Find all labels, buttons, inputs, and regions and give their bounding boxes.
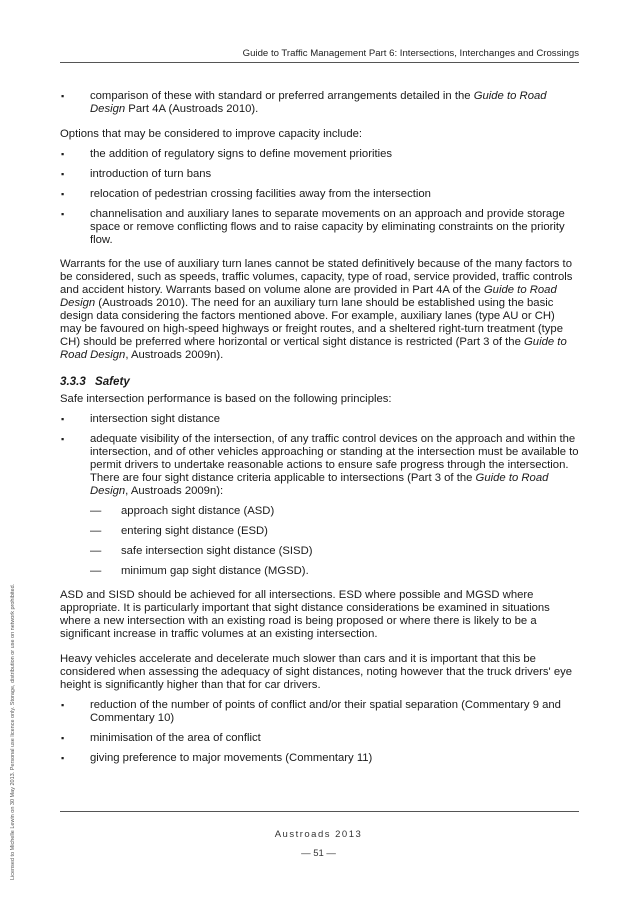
bullet-item: ▪ minimisation of the area of conflict [61, 732, 261, 744]
bullet-marker: ▪ [61, 700, 65, 710]
bullet-item: ▪ adequate visibility of the intersection, of any traffic control devices on the approach and within the intersection, and of other vehicles approaching or standing at the intersection must be available to permit drivers to undertake reasonable actions to ensure safe progress through the intersection. There are four sight distance criteria applicable to intersections (Part 3 of the Guide to Road Design, Austroads 2009n): [61, 433, 579, 497]
dash-item: — safe intersection sight distance (SISD) [90, 545, 313, 557]
section-title: Safety [95, 375, 130, 388]
doc-title-ref: Guide to Road Design [60, 336, 567, 361]
doc-title-ref: Guide to Road Design [90, 90, 547, 115]
header-title: Guide to Traffic Management Part 6: Intersections, Interchanges and Crossings [242, 48, 579, 59]
page-body [60, 90, 579, 772]
dash-item: — entering sight distance (ESD) [90, 525, 268, 537]
dash-marker: — [90, 545, 102, 557]
paragraph-sight-distance: ASD and SISD should be achieved for all intersections. ESD where possible and MGSD where appropriate. It is particularly important that sight distance considerations be examined in situations where a new intersection with an existing road is being proposed or where there is likely to be a significant increase in traffic volumes at an existing intersection. [60, 589, 550, 640]
footer-brand: Austroads 2013 [274, 829, 363, 840]
running-header [60, 48, 579, 63]
bullet-marker: ▪ [61, 209, 65, 219]
dash-marker: — [90, 565, 102, 577]
paragraph-heavy-vehicles: Heavy vehicles accelerate and decelerate much slower than cars and it is important that this be considered when assessing the adequacy of sight distances, noting however that the truck drivers' eye height is significantly higher than that for car drivers. [60, 653, 573, 691]
dash-marker: — [90, 505, 102, 517]
bullet-item: ▪ intersection sight distance [61, 413, 220, 425]
paragraph-warrants: Warrants for the use of auxiliary turn lanes cannot be stated definitively because of the many factors to be considered, such as speeds, traffic volumes, capacity, type of road, service provided, traffic controls and accident history. Warrants based on volume alone are provided in Part 4A of the Guide to Road Design (Austroads 2010). The need for an auxiliary turn lane should be established using the basic design data considering the factors mentioned above. For example, auxiliary lanes (type AU or CH) may be favoured on high-speed highways or freight routes, and a sheltered right-turn treatment (type CH) should be preferred where horizontal or vertical sight distance is restricted (Part 3 of the Guide to Road Design, Austroads 2009n). [60, 258, 573, 361]
dash-item: — approach sight distance (ASD) [90, 505, 275, 517]
bullet-item: ▪ the addition of regulatory signs to define movement priorities [61, 148, 393, 160]
bullet-item: ▪ reduction of the number of points of conflict and/or their spatial separation (Commentary 9 and Commentary 10) [61, 699, 561, 724]
bullet-marker: ▪ [61, 434, 65, 444]
footer-divider [60, 811, 579, 812]
bullet-item: ▪ channelisation and auxiliary lanes to separate movements on an approach and provide storage space or remove conflicting flows and to raise capacity by eliminating constraints on the priority flow. [61, 208, 565, 246]
bullet-marker: ▪ [61, 753, 65, 763]
section-heading [60, 375, 579, 388]
doc-title-ref: Guide to Road Design [90, 472, 549, 497]
bullet-item: ▪ introduction of turn bans [61, 168, 212, 180]
dash-marker: — [90, 525, 102, 537]
bullet-marker: ▪ [61, 91, 65, 101]
bullet-item: ▪ giving preference to major movements (Commentary 11) [61, 752, 373, 764]
page-number: — 51 — [301, 848, 336, 859]
dash-item: — minimum gap sight distance (MGSD). [90, 565, 309, 577]
bullet-item: ▪ relocation of pedestrian crossing facilities away from the intersection [61, 188, 431, 200]
paragraph-options: Options that may be considered to improve capacity include: [60, 128, 363, 140]
bullet-marker: ▪ [61, 414, 65, 424]
bullet-marker: ▪ [61, 733, 65, 743]
doc-title-ref: Guide to Road Design [60, 284, 557, 309]
bullet-item: ▪ comparison of these with standard or preferred arrangements detailed in the Guide to Road Design Part 4A (Austroads 2010). [61, 90, 547, 115]
bullet-marker: ▪ [61, 149, 65, 159]
bullet-marker: ▪ [61, 169, 65, 179]
bullet-marker: ▪ [61, 189, 65, 199]
paragraph-safety-intro: Safe intersection performance is based on the following principles: [60, 393, 392, 405]
licence-watermark: Licensed to Michelle Lewin on 30 May 2013. Personal use licence only. Storage, distribution or use on network prohibited. [10, 583, 16, 880]
section-number: 3.3.3 [60, 375, 86, 388]
